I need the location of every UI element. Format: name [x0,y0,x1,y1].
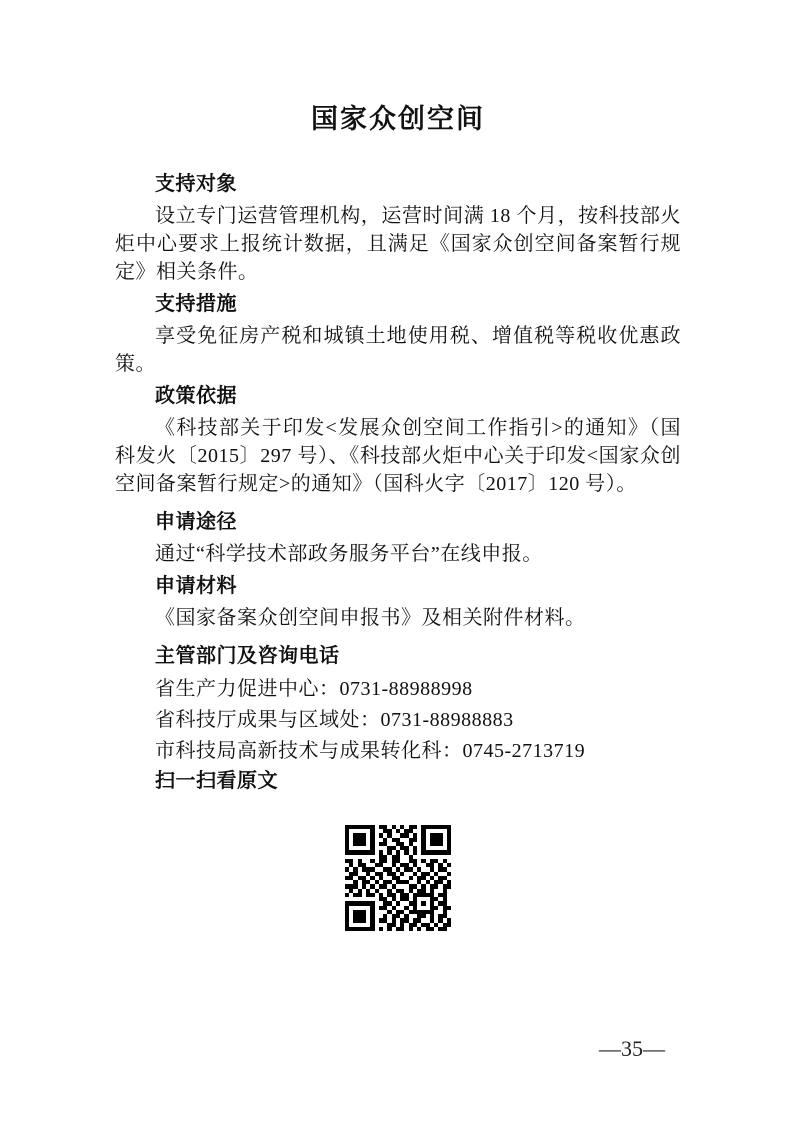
section-policy-basis [115,382,681,498]
page-number: —35— [599,1036,665,1061]
section-heading-support-target: 支持对象 [155,173,237,195]
section-heading-scan-original: 扫一扫看原文 [155,770,278,792]
section-body-application-channel: 通过“科学技术部政务服务平台”在线申报。 [155,543,543,565]
section-contact [115,642,681,767]
section-scan-original [115,767,681,931]
page-title: 国家众创空间 [311,104,485,134]
section-application-channel [115,508,681,568]
section-body-support-target: 设立专门运营管理机构，运营时间满 18 个月，按科技部火炬中心要求上报统计数据，且满足《国家众创空间备案暂行规定》相关条件。 [115,205,681,283]
contact-line-city-sci-tech-bureau: 市科技局高新技术与成果转化科：0745-2713719 [155,740,586,762]
contact-line-provincial-sci-tech-dept: 省科技厅成果与区域处：0731-88988883 [155,709,514,731]
section-heading-application-channel: 申请途径 [155,511,237,533]
section-body-application-materials: 《国家备案众创空间申报书》及相关附件材料。 [155,607,586,629]
contact-line-provincial-productivity-center: 省生产力促进中心：0731-88988998 [155,678,473,700]
section-heading-policy-basis: 政策依据 [155,385,237,407]
qr-code-wrap [345,825,451,931]
section-support-measures [115,290,681,378]
qr-code-image [345,825,451,931]
section-support-target [115,170,681,286]
section-application-materials [115,572,681,632]
section-heading-contact: 主管部门及咨询电话 [155,645,340,667]
section-heading-support-measures: 支持措施 [155,293,237,315]
section-body-support-measures: 享受免征房产税和城镇土地使用税、增值税等税收优惠政策。 [115,325,681,375]
section-body-policy-basis: 《科技部关于印发<发展众创空间工作指引>的通知》（国科发火〔2015〕297 号）、《科技部火炬中心关于印发<国家众创空间备案暂行规定>的通知》（国科火字〔2017〕120 号）。 [115,417,681,495]
section-heading-application-materials: 申请材料 [155,575,237,597]
